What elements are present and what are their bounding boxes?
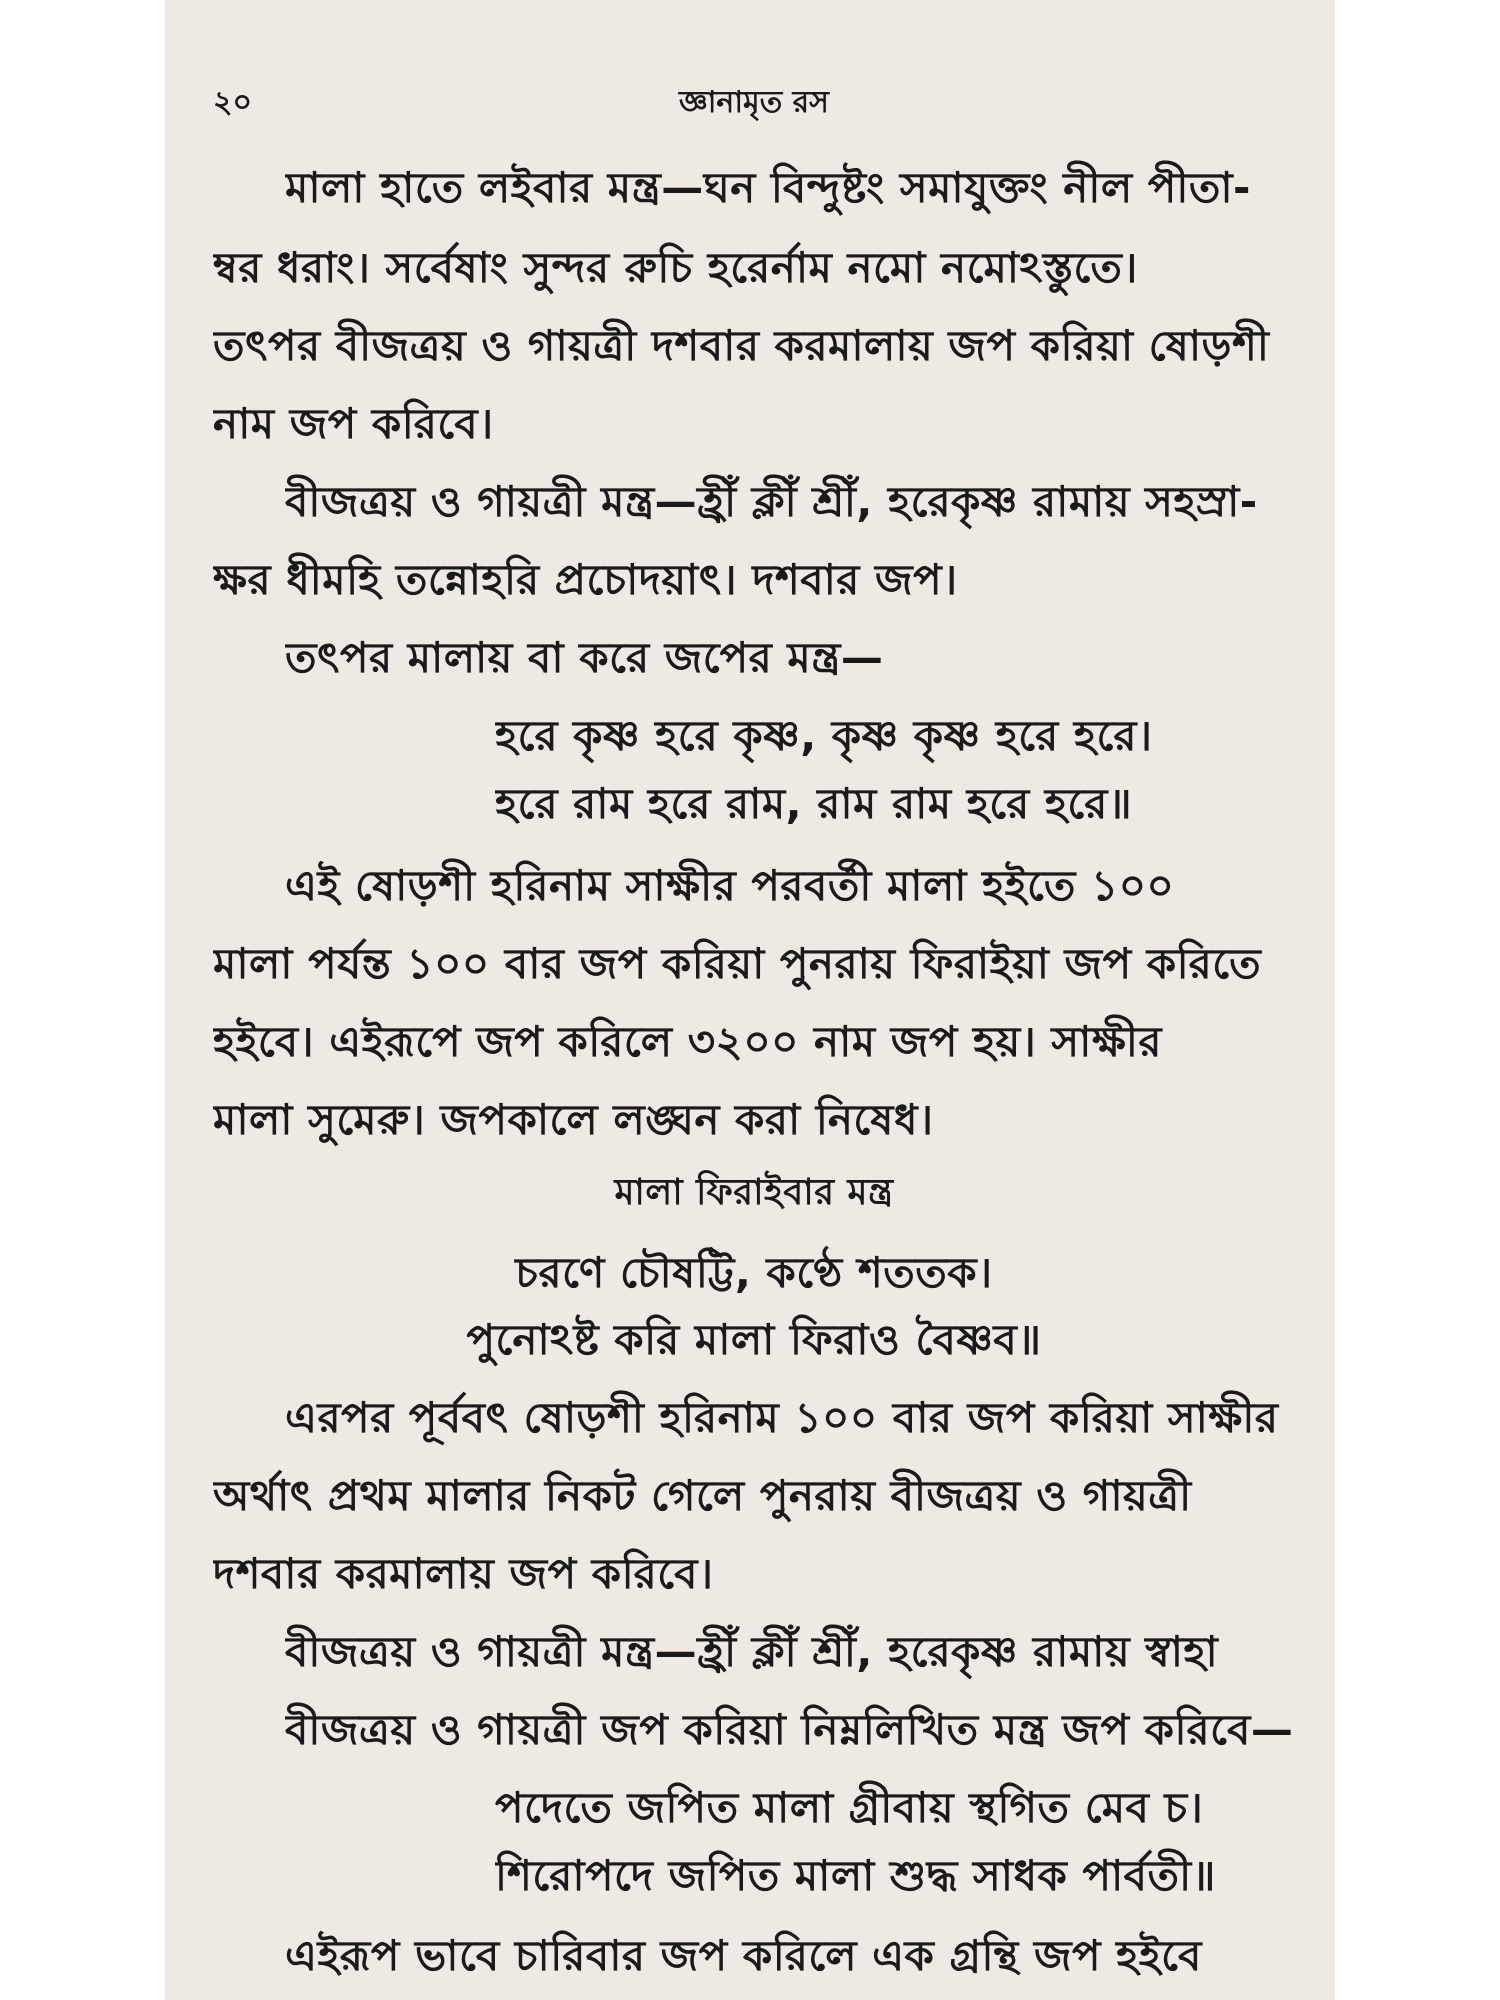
page-number: ২০: [213, 85, 253, 120]
text-line: বীজত্রয় ও গায়ত্রী মন্ত্র—হ্রীঁ ক্লীঁ শ্রীঁ, হরেকৃষ্ণ রামায় সহস্রা-: [285, 477, 1258, 526]
text-line: এইরূপ ভাবে চারিবার জপ করিলে এক গ্রন্থি জপ হইবে: [285, 1931, 1202, 1980]
running-title: জ্ঞানামৃত রস: [679, 85, 829, 120]
verse-line: হরে রাম হরে রাম, রাম রাম হরে হরে॥: [495, 779, 1133, 828]
text-line: ম্বর ধরাং। সর্বেষাং সুন্দর রুচি হরের্নাম নমো নমোঽস্তুতে।: [213, 243, 1138, 292]
text-line: মালা হাতে লইবার মন্ত্র—ঘন বিন্দুষ্টং সমাযুক্তং নীল পীতা-: [285, 163, 1251, 212]
text-line: অর্থাৎ প্রথম মালার নিকট গেলে পুনরায় বীজত্রয় ও গায়ত্রী: [213, 1471, 1192, 1520]
text-line: মালা পর্যন্ত ১০০ বার জপ করিয়া পুনরায় ফিরাইয়া জপ করিতে: [213, 939, 1262, 988]
text-line: তৎপর বীজত্রয় ও গায়ত্রী দশবার করমালায় জপ করিয়া ষোড়শী: [213, 321, 1270, 370]
section-heading: মালা ফিরাইবার মন্ত্র: [614, 1172, 894, 1213]
text-line: মালা সুমেরু। জপকালে লঙ্ঘন করা নিষেধ।: [213, 1095, 934, 1144]
text-line: এরপর পূর্ববৎ ষোড়শী হরিনাম ১০০ বার জপ করিয়া সাক্ষীর: [285, 1393, 1279, 1442]
text-line: হইবে। এইরূপে জপ করিলে ৩২০০ নাম জপ হয়। সাক্ষীর: [213, 1017, 1162, 1066]
text-line: দশবার করমালায় জপ করিবে।: [213, 1549, 714, 1598]
book-page: [165, 0, 1335, 2000]
page-header: [213, 78, 1295, 118]
text-line: এই ষোড়শী হরিনাম সাক্ষীর পরবর্তী মালা হইতে ১০০: [285, 861, 1175, 910]
verse-line: পদেতে জপিত মালা গ্রীবায় স্থগিত মেব চ।: [495, 1783, 1204, 1832]
text-line: বীজত্রয় ও গায়ত্রী মন্ত্র—হ্রীঁ ক্লীঁ শ্রীঁ, হরেকৃষ্ণ রামায় স্বাহা: [285, 1627, 1219, 1676]
verse-line: শিরোপদে জপিত মালা শুদ্ধ সাধক পার্বতী॥: [495, 1851, 1216, 1900]
text-line: বীজত্রয় ও গায়ত্রী জপ করিয়া নিম্নলিখিত মন্ত্র জপ করিবে—: [285, 1705, 1294, 1754]
verse-line: হরে কৃষ্ণ হরে কৃষ্ণ, কৃষ্ণ কৃষ্ণ হরে হরে।: [495, 711, 1153, 760]
verse-line: চরণে চৌষট্টি, কণ্ঠে শততক।: [515, 1248, 993, 1297]
text-line: তৎপর মালায় বা করে জপের মন্ত্র—: [285, 633, 884, 682]
text-line: ক্ষর ধীমহি তন্নোহরি প্রচোদয়াৎ। দশবার জপ।: [213, 555, 958, 604]
verse-line: পুনোঽষ্ট করি মালা ফিরাও বৈষ্ণব॥: [466, 1315, 1042, 1364]
text-line: নাম জপ করিবে।: [213, 399, 494, 448]
